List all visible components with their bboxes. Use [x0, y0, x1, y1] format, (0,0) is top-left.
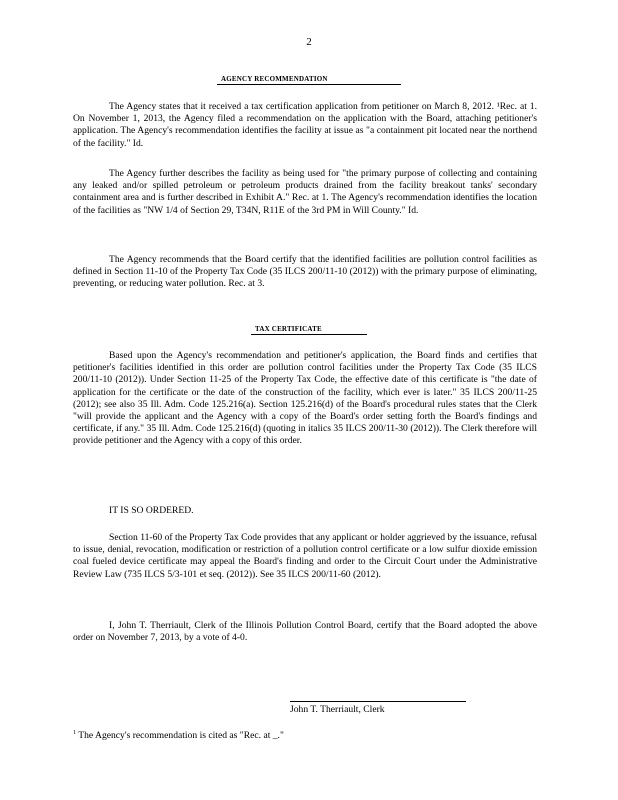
paragraph-agency-received: The Agency states that it received a tax certification application from petitioner on March 8, 2012. ¹Rec. at 1. On November 1, 2013, the Agency filed a recommendation on the application with the Board, attaching petitioner's application. The Agency's recommendation identifies the facility at issue as "a containment pit located near the northend of the facility." Id.	[73, 101, 537, 149]
footnote-marker: 1	[73, 730, 76, 736]
agency-recommendation-heading	[0, 75, 618, 85]
signature-line	[290, 701, 466, 702]
agency-recommendation-heading-text: AGENCY RECOMMENDATION	[217, 75, 401, 85]
paragraph-agency-recommends: The Agency recommends that the Board certify that the identified facilities are pollution control facilities as defined in Section 11-10 of the Property Tax Code (35 ILCS 200/11-10 (2012)) with the primary purpose of eliminating, preventing, or reducing water pollution. Rec. at 3.	[73, 254, 537, 290]
paragraph-appeal-rights: Section 11-60 of the Property Tax Code provides that any applicant or holder aggrieved by the issuance, refusal to issue, denial, revocation, modification or restriction of a pollution control certificate or a low sulfur dioxide emission coal fueled device certificate may appeal the Board's finding and order to the Circuit Court under the Administrative Review Law (735 ILCS 5/3-101 et seq. (2012)). See 35 ILCS 200/11-60 (2012).	[73, 532, 537, 580]
footnote	[73, 730, 284, 741]
signature-name: John T. Therriault, Clerk	[290, 704, 385, 715]
paragraph-facility-description: The Agency further describes the facility as being used for "the primary purpose of collecting and containing any leaked and/or spilled petroleum or petroleum products drained from the facility breakout tanks' secondary containment area and is further described in Exhibit A." Rec. at 1. The Agency's recommendation identifies the location of the facilities as "NW 1/4 of Section 29, T34N, R11E of the 3rd PM in Will County." Id.	[73, 168, 537, 216]
paragraph-clerk-certification: I, John T. Therriault, Clerk of the Illinois Pollution Control Board, certify that the Board adopted the above order on November 7, 2013, by a vote of 4-0.	[73, 620, 537, 644]
footnote-text: The Agency's recommendation is cited as "Rec. at _."	[78, 730, 284, 742]
tax-certificate-heading-text: TAX CERTIFICATE	[251, 325, 367, 335]
tax-certificate-heading	[0, 325, 618, 335]
so-ordered-statement: IT IS SO ORDERED.	[109, 505, 194, 516]
paragraph-board-finds: Based upon the Agency's recommendation and petitioner's application, the Board finds and certifies that petitioner's facilities identified in this order are pollution control facilities under the Property Tax Code (35 ILCS 200/11-10 (2012)). Under Section 11-25 of the Property Tax Code, the effective date of this certificate is "the date of application for the certificate or the date of the construction of the facility, which ever is later." 35 ILCS 200/11-25 (2012); see also 35 Ill. Adm. Code 125.216(a). Section 125.216(d) of the Board's procedural rules states that the Clerk "will provide the applicant and the Agency with a copy of the Board's order setting forth the Board's findings and certificate, if any." 35 Ill. Adm. Code 125.216(d) (quoting in italics 35 ILCS 200/11-30 (2012)). The Clerk therefore will provide petitioner and the Agency with a copy of this order.	[73, 350, 537, 447]
page-number: 2	[306, 36, 312, 48]
